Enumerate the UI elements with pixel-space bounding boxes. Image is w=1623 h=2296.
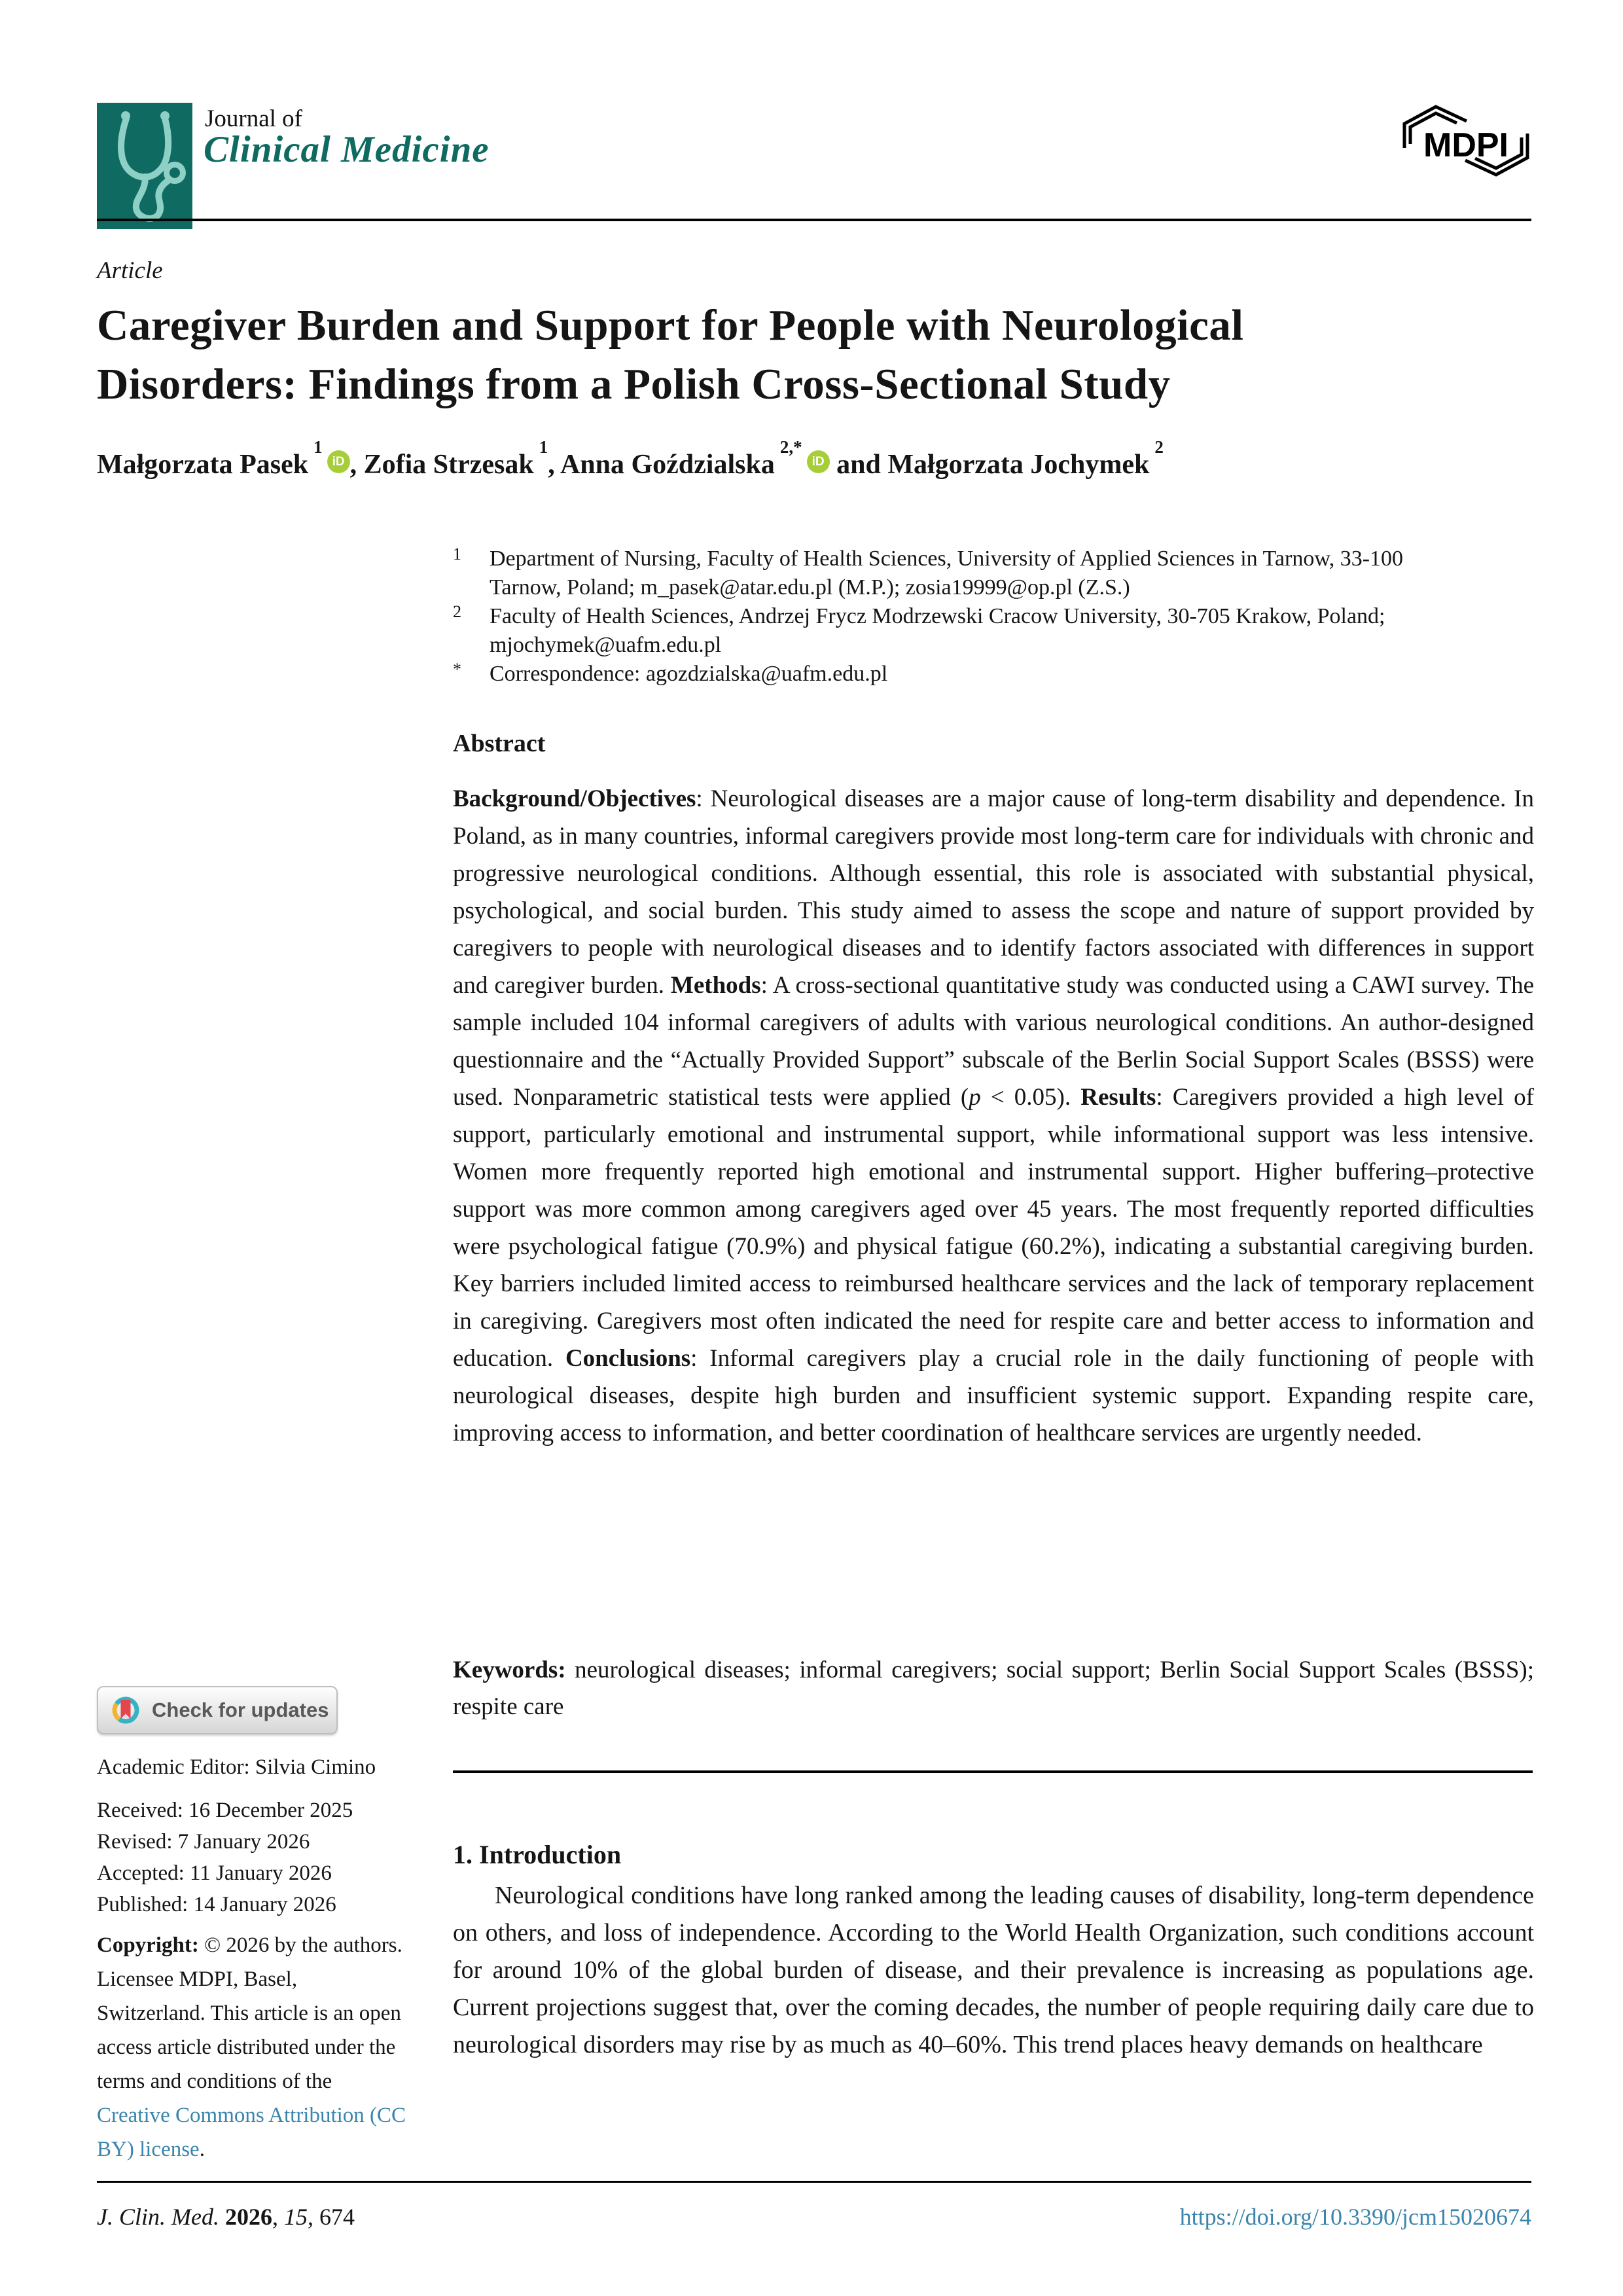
affiliations-list <box>453 545 1474 689</box>
orcid-icon[interactable] <box>807 450 830 473</box>
abstract-run-bold: Methods <box>670 972 761 999</box>
orcid-id-label: iD <box>332 455 345 469</box>
journal-name: Clinical Medicine <box>204 129 490 170</box>
abstract-run-bold: Conclusions <box>565 1345 691 1372</box>
author-affiliation-sup: 2,* <box>779 437 802 457</box>
abstract-run-bold: Results <box>1080 1084 1156 1111</box>
page-title <box>97 296 1543 414</box>
author-separator: and <box>829 450 888 480</box>
article-type-label: Article <box>97 257 163 284</box>
check-for-updates-button[interactable] <box>97 1686 338 1734</box>
doi-container <box>97 2203 1531 2231</box>
mdpi-wordmark: MDPI <box>1423 126 1508 164</box>
check-for-updates-label: Check for updates <box>152 1698 329 1721</box>
published-date: Published: 14 January 2026 <box>97 1893 336 1916</box>
copyright-label: Copyright: <box>97 1933 199 1957</box>
mdpi-logo <box>1400 102 1531 185</box>
title-line-1: Caregiver Burden and Support for People with Neurological <box>97 301 1244 350</box>
section-heading-introduction: 1. Introduction <box>453 1840 622 1869</box>
author-affiliation-sup: 2 <box>1154 437 1164 457</box>
journal-logo <box>97 103 192 229</box>
mdpi-hexagon-icon <box>1400 176 1531 187</box>
keywords-text: neurological diseases; informal caregivers; social support; Berlin Social Support Scales (BSSS); respite care <box>453 1657 1534 1720</box>
copyright-note <box>97 1928 407 2166</box>
affiliation-text: Faculty of Health Sciences, Andrzej Frycz Modrzewski Cracow University, 30-705 Krakow, Poland; mjochymek@uafm.edu.pl <box>490 604 1385 657</box>
revised-date: Revised: 7 January 2026 <box>97 1830 310 1854</box>
citation-volume: 15 <box>283 2204 308 2230</box>
stethoscope-icon <box>97 221 192 232</box>
citation-separator: , <box>272 2204 284 2230</box>
author-name: Zofia Strzesak <box>363 450 534 480</box>
author-name: Małgorzata Pasek <box>97 450 309 480</box>
authors-line <box>97 437 1543 481</box>
abstract-run: : Caregivers provided a high level of support, particularly emotional and instrumental support, while informational support was less intensive. Women more frequently reported high emotional and instrumental support. Higher buffering–protective support was more common among caregivers aged over 45 years. The most frequently reported difficulties were psychological fatigue (70.9%) and physical fatigue (60.2%), indicating a substantial caregiving burden. Key barriers included limited access to reimbursed healthcare services and the lack of temporary replacement in caregiving. Caregivers most often indicated the need for respite care and better access to information and education. <box>453 1084 1534 1372</box>
abstract-run-bold: Background/Objectives <box>453 785 696 812</box>
orcid-icon[interactable] <box>327 450 350 473</box>
citation-article-number: , 674 <box>307 2204 355 2230</box>
author-separator: , <box>349 450 364 480</box>
author-name: Małgorzata Jochymek <box>887 450 1150 480</box>
copyright-text: . <box>199 2138 205 2161</box>
citation-year: 2026 <box>224 2204 272 2230</box>
academic-editor-label: Academic Editor: Silvia Cimino <box>97 1755 376 1779</box>
copyright-text: © 2026 by the authors. Licensee MDPI, Basel, Switzerland. This article is an open access article distributed under the terms and conditions of the <box>97 1933 402 2093</box>
doi-link[interactable]: https://doi.org/10.3390/jcm15020674 <box>1179 2204 1531 2230</box>
citation-journal: J. Clin. Med. <box>97 2204 225 2230</box>
abstract-run-italic: p <box>969 1084 981 1111</box>
accepted-date: Accepted: 11 January 2026 <box>97 1861 332 1885</box>
header-divider <box>97 219 1531 221</box>
affiliation-text: Correspondence: agozdzialska@uafm.edu.pl <box>490 662 888 686</box>
affiliation-row <box>453 602 1474 660</box>
affiliation-row <box>453 660 1474 689</box>
affiliation-row <box>453 545 1474 602</box>
cc-license-link[interactable]: Creative Commons Attribution (CC BY) license <box>97 2104 406 2161</box>
affiliation-text: Department of Nursing, Faculty of Health Sciences, University of Applied Sciences in Tarnow, 33-100 Tarnow, Poland; m_pasek@atar.edu.pl (M.P.); zosia19999@op.pl (Z.S.) <box>490 547 1404 600</box>
crossmark-icon <box>110 1695 141 1726</box>
introduction-paragraph: Neurological conditions have long ranked among the leading causes of disability, long-term dependence on others, and loss of independence. According to the World Health Organization, such conditions account for around 10% of the global burden of disease, and their prevalence is increasing as populations age. Current projections suggest that, over the coming decades, the number of people requiring daily care due to neurological disorders may rise by as much as 40–60%. This trend places heavy demands on healthcare <box>453 1882 1534 2058</box>
affiliation-marker: 2 <box>453 602 461 621</box>
footer-divider <box>97 2181 1531 2183</box>
abstract-paragraph <box>453 780 1534 1452</box>
keywords-paragraph <box>453 1652 1534 1725</box>
journal-of-label: Journal of <box>205 105 302 132</box>
received-date: Received: 16 December 2025 <box>97 1799 353 1822</box>
article-history <box>97 1795 411 1920</box>
abstract-run: : A cross-sectional quantitative study was conducted using a CAWI survey. The sample included 104 informal caregivers of adults with various neurological conditions. An author-designed questionnaire and the “Actually Provided Support” subscale of the Berlin Social Support Scales (BSSS) were used. Nonparametric statistical tests were applied ( <box>453 972 1535 1111</box>
keywords-label: Keywords: <box>453 1657 566 1683</box>
affiliation-marker: 1 <box>453 545 461 564</box>
keywords-divider <box>453 1770 1533 1773</box>
author-name: Anna Goździalska <box>560 450 775 480</box>
affiliation-marker: * <box>453 660 461 679</box>
abstract-heading: Abstract <box>453 730 546 757</box>
author-separator: , <box>548 450 560 480</box>
abstract-run: < 0.05). <box>980 1084 1081 1111</box>
author-affiliation-sup: 1 <box>539 437 548 457</box>
orcid-id-label: iD <box>812 455 825 469</box>
title-line-2: Disorders: Findings from a Polish Cross-Sectional Study <box>97 360 1171 408</box>
abstract-run: : Neurological diseases are a major cause of long-term disability and dependence. In Poland, as in many countries, informal caregivers provide most long-term care for individuals with chronic and progressive neurological conditions. Although essential, this role is associated with substantial physical, psychological, and social burden. This study aimed to assess the scope and nature of support provided by caregivers to people with neurological diseases and to identify factors associated with differences in support and caregiver burden. <box>453 785 1534 999</box>
abstract-run: : Informal caregivers play a crucial role in the daily functioning of people with neurological diseases, despite high burden and insufficient systemic support. Expanding respite care, improving access to information, and better coordination of healthcare services are urgently needed. <box>453 1345 1535 1446</box>
author-affiliation-sup: 1 <box>313 437 323 457</box>
